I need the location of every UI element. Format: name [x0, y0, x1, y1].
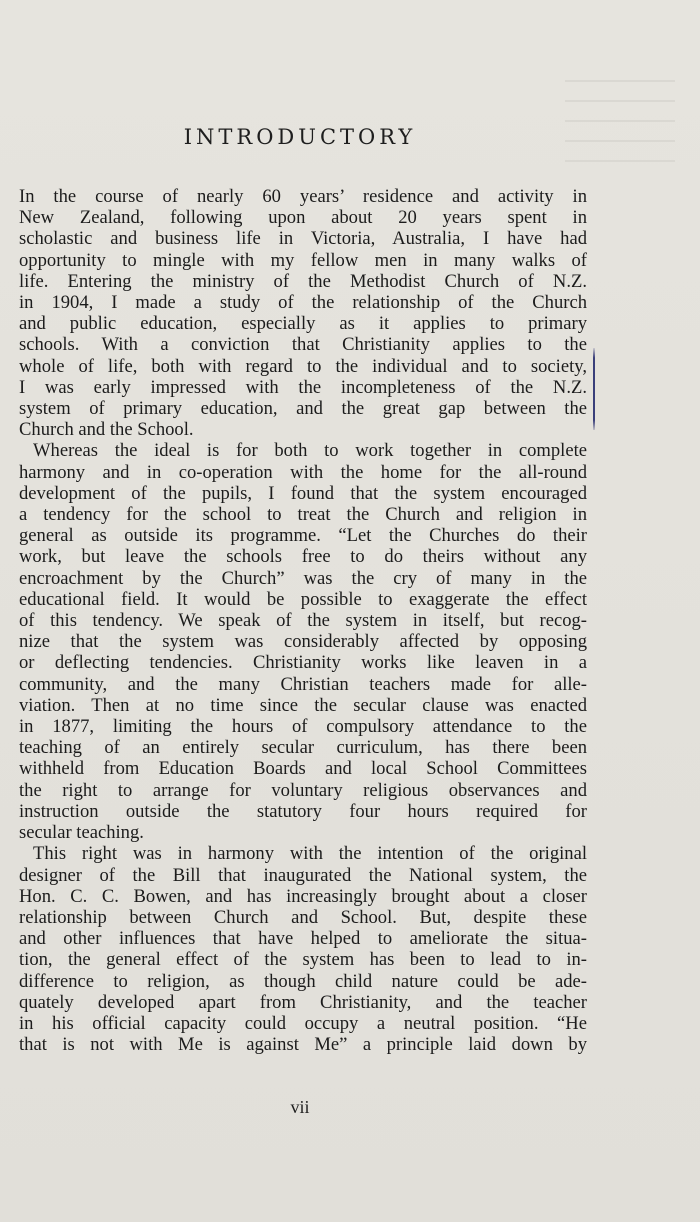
text-line: general as outside its programme. “Let the Churches do their	[19, 525, 587, 547]
text-line: teaching of an entirely secular curriculum, has there been	[19, 737, 587, 759]
text-line: system of primary education, and the great gap between the	[19, 398, 587, 420]
text-line: and public education, especially as it applies to primary	[19, 313, 587, 335]
text-line: harmony and in co-operation with the home for the all-round	[19, 461, 587, 483]
text-line: that is not with Me is against Me” a principle laid down by	[19, 1034, 587, 1056]
chapter-heading: INTRODUCTORY	[183, 125, 417, 149]
text-line: schools. With a conviction that Christianity applies to the	[19, 334, 587, 356]
paragraph-1	[19, 186, 587, 440]
text-line: In the course of nearly 60 years’ residence and activity in	[19, 186, 587, 207]
text-line: of this tendency. We speak of the system in itself, but recog-	[19, 610, 587, 632]
text-line: Hon. C. C. Bowen, and has increasingly brought about a closer	[19, 885, 587, 907]
paragraph-3	[19, 843, 587, 1055]
text-line: relationship between Church and School. But, despite these	[19, 906, 587, 928]
margin-pen-mark	[593, 348, 595, 430]
text-line: nize that the system was considerably affected by opposing	[19, 631, 587, 653]
text-line: educational field. It would be possible to exaggerate the effect	[19, 588, 587, 610]
text-line: in his official capacity could occupy a neutral position. “He	[19, 1012, 587, 1034]
text-line: or deflecting tendencies. Christianity works like leaven in a	[19, 652, 587, 674]
text-line: in 1877, limiting the hours of compulsory attendance to the	[19, 716, 587, 738]
text-line: quately developed apart from Christianity, and the teacher	[19, 991, 587, 1013]
text-line: encroachment by the Church” was the cry of many in the	[19, 567, 587, 589]
text-line: development of the pupils, I found that the system encouraged	[19, 482, 587, 504]
text-line: scholastic and business life in Victoria, Australia, I have had	[19, 228, 587, 250]
text-line: viation. Then at no time since the secular clause was enacted	[19, 694, 587, 716]
text-line: community, and the many Christian teachers made for alle-	[19, 673, 587, 695]
text-line: tion, the general effect of the system has been to lead to in-	[19, 949, 587, 971]
text-line: Church and the School.	[19, 419, 194, 441]
text-line: in 1904, I made a study of the relationship of the Church	[19, 292, 587, 314]
text-line: life. Entering the ministry of the Methodist Church of N.Z.	[19, 270, 587, 292]
text-line: This right was in harmony with the intention of the original	[33, 843, 587, 865]
text-line: secular teaching.	[19, 822, 144, 844]
text-line: designer of the Bill that inaugurated the National system, the	[19, 864, 587, 886]
text-line: whole of life, both with regard to the individual and to society,	[19, 355, 587, 377]
text-line: difference to religion, as though child nature could be ade-	[19, 970, 587, 992]
page-number: vii	[290, 1097, 310, 1117]
text-line: withheld from Education Boards and local School Committees	[19, 758, 587, 780]
text-line: I was early impressed with the incompleteness of the N.Z.	[19, 376, 587, 398]
paragraph-2	[19, 440, 587, 843]
text-line: New Zealand, following upon about 20 years spent in	[19, 207, 587, 229]
text-line: and other influences that have helped to ameliorate the situa-	[19, 928, 587, 950]
text-line: a tendency for the school to treat the Church and religion in	[19, 504, 587, 526]
text-line: Whereas the ideal is for both to work together in complete	[33, 440, 587, 462]
text-line: work, but leave the schools free to do theirs without any	[19, 546, 587, 568]
text-line: the right to arrange for voluntary religious observances and	[19, 779, 587, 801]
body-text	[19, 186, 587, 1055]
text-line: opportunity to mingle with my fellow men in many walks of	[19, 249, 587, 271]
text-line: instruction outside the statutory four hours required for	[19, 800, 587, 822]
